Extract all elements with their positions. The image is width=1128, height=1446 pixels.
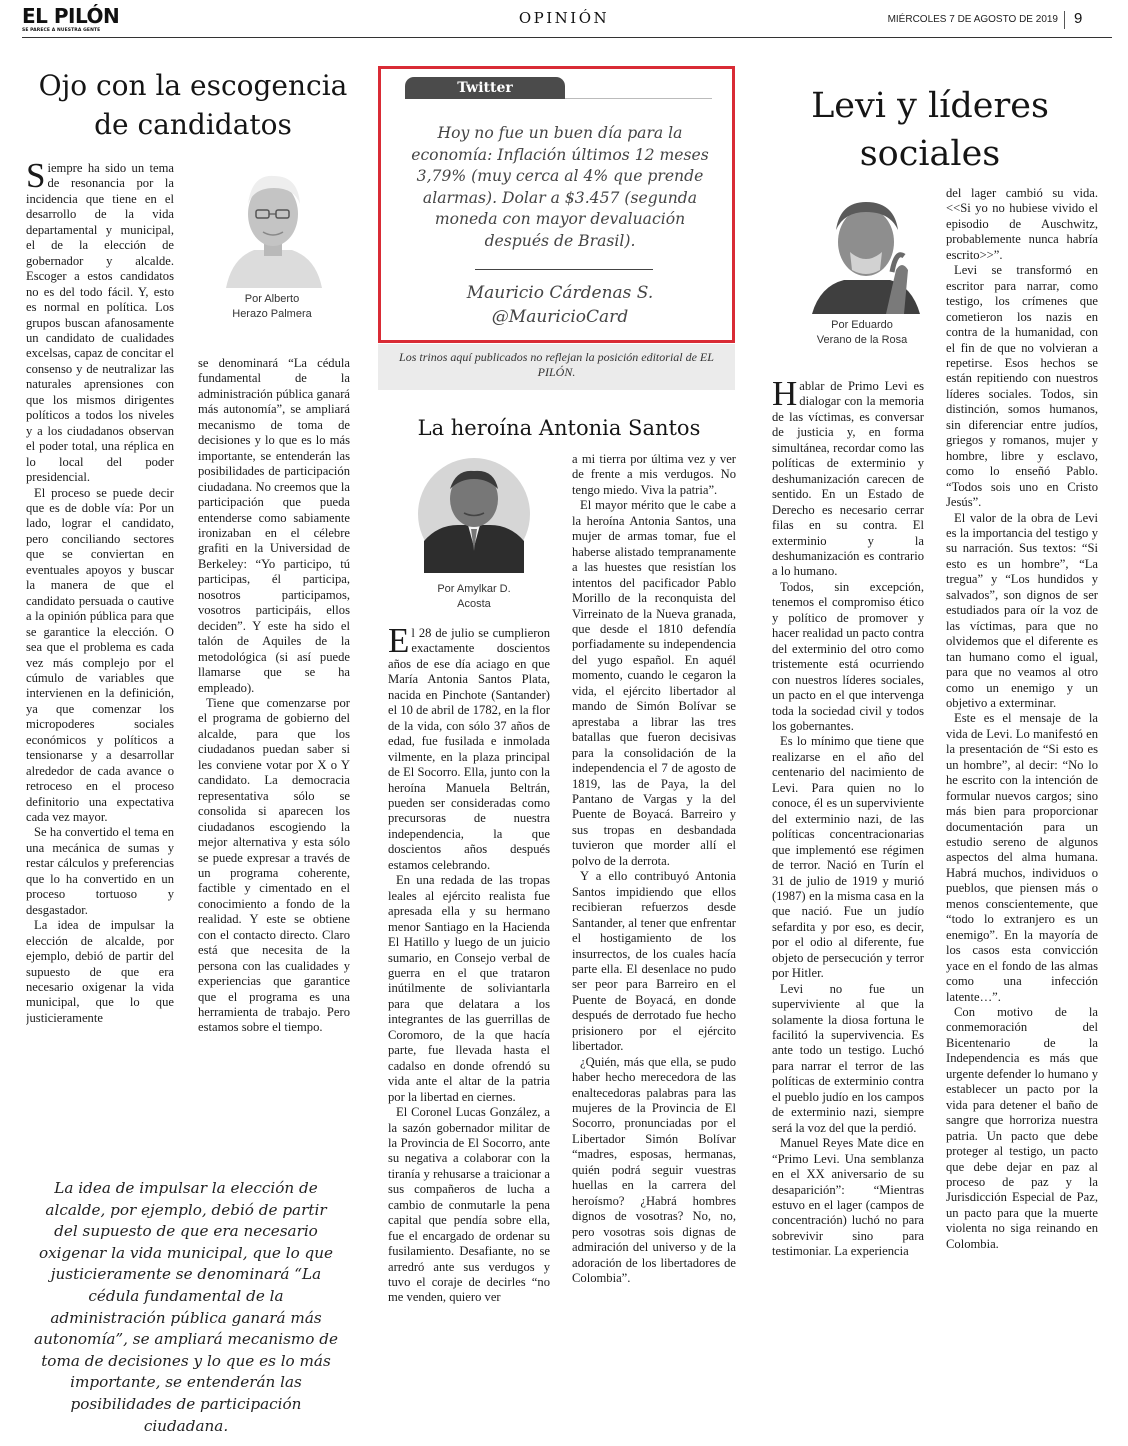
tweet-text: Hoy no fue un buen día para la economía: Inflación últimos 12 meses 3,79% (muy cerca al 4% que prende alarmas). Dolar a $3.457 (segunda moneda con mayor devaluación después de Brasil).	[411, 124, 709, 250]
article-column	[572, 452, 736, 1416]
article-column	[198, 356, 350, 1164]
article-paragraph: El Coronel Lucas González, a la sazón gobernador militar de la Provincia de El Socorro, ante su negativa a colaborar con la tiranía y rehusarse a traicionar a sus compañeros de lucha a cambio de conmutarle la pena capital que pendía sobre ella, fue el encargado de ordenar su fusilamiento. Desafiante, no se arredró ante sus verdugos y tuvo el coraje de decirles “no me venden, quiero ver	[388, 1105, 550, 1305]
drop-cap: H	[772, 379, 798, 413]
twitter-box	[378, 66, 735, 343]
twitter-disclaimer	[378, 344, 735, 390]
paragraph-text: ablar de Primo Levi es dialogar con la memoria de las víctimas, es conversar de justicia y, en forma simultánea, recordar como las políticas de exterminio y deshumanización carecen de sentido. En un Estado de Derecho es necesario cerrar filas en su contra. El exterminio y la deshumanización es contrario a lo humano.	[772, 379, 924, 579]
issue-date: MIÉRCOLES 7 DE AGOSTO DE 2019	[887, 14, 1058, 25]
page-number: 9	[1074, 10, 1083, 27]
article-paragraph: En una redada de las tropas leales al ejército realista fue apresada ella y su hermano menor Santiago en la Hacienda El Hatillo y luego de un juicio sumario, en Consejo verbal de guerra en el que trataron inútilmente de soliviantarla para que delatara a los integrantes de las guerrillas de Coromoro, de la que hacía parte, fue llevada hasta el cadalso en donde ofrendó su vida ante el altar de la patria por la libertad en ciernes.	[388, 873, 550, 1104]
article-paragraph: Se ha convertido el tema en una mecánica de sumas y restar cálculos y preferencias que lo ha convertido en un proceso tortuoso y desgastador.	[26, 825, 174, 917]
article-paragraph: El valor de la obra de Levi es la importancia del testigo y su narración. Sus textos: “Si esto es un hombre”, “La tregua” y “Los hundidos y salvados”, son dignos de ser estudiados para oír la voz de las víctimas, para que no olvidemos que el diferente es tan humano como el igual, para que no veamos al otro como un enemigo y un objetivo a exterminar.	[946, 510, 1098, 710]
article-column	[946, 186, 1098, 1408]
byline-line: Herazo Palmera	[232, 308, 312, 320]
paragraph-text: iempre ha sido un tema de resonancia por la incidencia que tiene en el desarrollo de la vida departamental y municipal, el de la elección de gobernador y alcalde. Escoger a estos candidatos no es del todo fácil. Y, esto es normal en política. Los grupos buscan afanosamente un candidato de cualidades excelsas, capaz de concitar el consenso y de neutralizar las naturales aprensiones con que los mismos dirigentes políticos a todos los niveles y a los ciudadanos observan el poder total, una réplica en lo local del poder presidencial.	[26, 161, 174, 485]
article-paragraph: La idea de impulsar la elección de alcalde, por ejemplo, debió de partir del supuesto de que era necesario oxigenar la vida municipal, que lo que justicieramente	[26, 918, 174, 1025]
tweet-divider	[475, 269, 653, 270]
author-photo	[804, 190, 928, 314]
disclaimer-text: Los trinos aquí publicados no reflejan la posición editorial de EL PILÓN.	[399, 350, 714, 379]
article-paragraph	[26, 161, 174, 486]
header-rule	[22, 37, 1112, 38]
article-paragraph: ¿Quién, más que ella, se pudo haber hecho merecedora de las enaltecedoras palabras para las mujeres de la Provincia de El Socorro, pronunciadas por el Libertador Simón Bolívar “madres, esposas, hermanas, quién podrá seguir vuestras huellas en la carrera del heroísmo? ¿Habrá hombres dignos de vosotras? No, no, pero vosotras sois dignas de admiración del universo y de la adoración de los libertadores de Colombia”.	[572, 1054, 736, 1286]
pull-quote: La idea de impulsar la elección de alcalde, por ejemplo, debió de partir del supuesto de que era necesario oxigenar la vida municipal, que lo que justicieramente se denominará “La cédula fundamental de la administración pública ganará más autonomía”, se ampliará mecanismo de toma de decisiones y lo que es lo más importante, se entenderán las posibilidades de participación ciudadana.	[34, 1179, 338, 1435]
article-paragraph	[388, 626, 550, 873]
article-paragraph: Todos, sin excepción, tenemos el compromiso ético y político de promover y hacer realidad un pacto contra del exterminio del otro como tristemente está ocurriendo con nuestros líderes sociales, un pacto en el que intervenga toda la sociedad civil y todos los gobernantes.	[772, 579, 924, 733]
masthead	[0, 0, 1128, 38]
twitter-tab	[405, 77, 712, 99]
article-paragraph: Manuel Reyes Mate dice en “Primo Levi. Una semblanza en el XX aniversario de su desaparición”: “Mientras estuvo en el lager (campos de concentración) luchó no para sobrevivir sino para testimoniar. La experiencia	[772, 1136, 924, 1259]
logo-tagline: SE PARECE A NUESTRA GENTE	[22, 28, 101, 33]
byline-line: Verano de la Rosa	[816, 334, 908, 346]
logo-name: EL PILÓN	[22, 4, 120, 28]
article-paragraph: a mi tierra por última vez y ver de frente a mis verdugos. No tengo miedo. Viva la patria”.	[572, 452, 736, 497]
headline-line: Ojo con la escogencia	[38, 69, 348, 102]
headline-line: sociales	[859, 134, 1001, 174]
tweet-author-name: Mauricio Cárdenas S.	[466, 283, 654, 303]
article-paragraph: Y a ello contribuyó Antonia Santos impidiendo que ellos recibieran refuerzos desde Santander, al tener que enfrentar el hostigamiento de los insurrectos, de los cuales hacía parte ella. El desenlace no pudo ser peor para Barreiro en el Puente de Boyacá, en donde después de derrotado fue hecho prisionero por el ejército libertador.	[572, 869, 736, 1054]
article-paragraph: del lager cambió su vida. <<Si yo no hubiese vivido el episodio de Auschwitz, probablemente nunca habría escrito>>”.	[946, 186, 1098, 262]
twitter-label: Twitter	[457, 80, 513, 96]
byline-line: Acosta	[457, 598, 491, 610]
article-headline: La heroína Antonia Santos	[417, 416, 701, 440]
author-photo	[218, 160, 328, 288]
article-column	[388, 626, 550, 1416]
headline-line: Levi y líderes	[811, 86, 1049, 126]
article-column	[772, 379, 924, 1419]
tweet-author-handle[interactable]: @MauricioCard	[491, 307, 629, 327]
author-byline	[804, 318, 920, 348]
drop-cap: E	[388, 626, 410, 660]
article-paragraph	[772, 379, 924, 580]
author-portrait-icon	[804, 190, 928, 314]
article-headline	[762, 82, 1098, 178]
author-portrait-icon	[418, 455, 530, 573]
article-paragraph: Levi se transformó en escritor para narrar, como testigo, los crímenes que cometieron los nazis en contra de la humanidad, con el fin de que no volvieran a repetirse. Esos hechos se están repitiendo con nuestros líderes sociales. Todos, sin distinción, somos humanos, sin diferenciar entre judíos, griegos y romanos, mujer y hombre, libre y esclavo, como lo enseñó Pablo. “Todos sois uno en Cristo Jesús”.	[946, 263, 1098, 510]
article-paragraph: Es lo mínimo que tiene que realizarse en el año del centenario del nacimiento de Levi. Para quien no lo conoce, él es un superviviente del exterminio nazi, de las políticas concentracionarias que implementó ese régimen de terror. Nació en Turín el 31 de julio de 1919 y murió (1987) en la misma casa en la que nació. Fue un judío sefardita y por eso, es decir, por el odio al diferente, fue objeto de persecución y terror por Hitler.	[772, 734, 924, 981]
author-byline	[424, 582, 524, 612]
article-paragraph: Tiene que comenzarse por el programa de gobierno del alcalde, para que los ciudadanos puedan saber si les conviene votar por X o Y candidato. La democracia representativa sólo se consolida si aparecen los ciudadanos escogiendo la mejor alternativa y esta sólo se puede expresar a través de un programa coherente, factible y cimentado en el conocimiento a fondo de la realidad. Y este se obtiene con el contacto directo. Claro está que necesita de la persona con las cualidades y experiencias que garantice que el programa es una herramienta de trabajo. Pero estamos sobre el tiempo.	[198, 695, 350, 1035]
article-paragraph: Levi no fue un superviviente al que la solamente la diosa fortuna le facilitó la supervivencia. Es ante todo un testigo. Luchó para narrar el terror de las políticas de exterminio contra el pueblo judío en los campos de exterminio nazi, siempre será la voz del que la perdió.	[772, 981, 924, 1135]
drop-cap: S	[26, 161, 46, 195]
author-byline	[222, 292, 322, 322]
byline-line: Por Eduardo	[831, 319, 893, 331]
section-title: OPINIÓN	[518, 9, 610, 27]
headline-line: de candidatos	[94, 108, 292, 141]
byline-line: Por Alberto	[244, 293, 300, 305]
article-paragraph: Este es el mensaje de la vida de Levi. Lo manifestó en la presentación de “Si esto es un hombre”, al decir: “No lo he escrito con la intención de formular nuevos cargos; sino más bien para proporcionar documentación para un estudio sereno de algunos aspectos del alma humana. Habrá muchos, individuos o pueblos, que piensen más o menos conscientemente, que “todo lo extranjero es un enemigo”. En la mayoría de los casos esta convicción yace en el fondo de las almas como una infección latente…”.	[946, 711, 1098, 1004]
header-divider	[1064, 11, 1065, 29]
article-paragraph: se denominará “La cédula fundamental de la administración pública ganará más autonomía”, se ampliará mecanismo de toma de decisiones y lo que es lo más importante, se entenderán las posibilidades de participación ciudadana. No creemos que la participación que pueda entenderse como sabiamente ironizaban en el célebre grafiti en la Universidad de Berkeley: “Yo participo, tú participas, él participa, nosotros participamos, vosotros participáis, ellos deciden”. Y este ha sido el talón de Aquiles de la metodológica (si así puede llamarse que se ha empleado).	[198, 356, 350, 695]
article-paragraph: Con motivo de la conmemoración del Bicentenario de la Independencia es más que urgente defender lo humano y establecer un pacto por la vida para detener el baño de sangre que horroriza nuestra patria. Un pacto que debe proteger al testigo, un pacto que debe dejar en paz al proceso de paz y la Jurisdicción Especial de Paz, un pacto para que la muerte violenta no siga reinando en Colombia.	[946, 1005, 1098, 1251]
author-photo	[418, 455, 530, 573]
article-paragraph: El mayor mérito que le cabe a la heroína Antonia Santos, una mujer de armas tomar, fue el haberse alistado tempranamente a las huestes que resistían los intentos del pacificador Pablo Morillo de la reconquista del Virreinato de la Nueva granada, que desde el 1810 defendía porfiadamente su independencia del yugo español. En aquél momento, cuando le cegaron la vida, el ejército libertador al mando de Simón Bolívar se aprestaba a librar las tres batallas que fueron decisivas para la consolidación de la independencia el 7 de agosto de 1819, las de Paya, la del Pantano de Vargas y la del Puente de Boyacá. Barreiro y sus tropas en desbandada tuvieron que morder allí el polvo de la derrota.	[572, 498, 736, 868]
article-column	[26, 161, 174, 1163]
author-portrait-icon	[218, 160, 328, 288]
byline-line: Por Amylkar D.	[437, 583, 511, 595]
tweet-author	[407, 281, 713, 329]
paragraph-text: l 28 de julio se cumplieron exactamente doscientos años de ese día aciago en que María Antonia Santos Plata, nacida en Pinchote (Santander) el 10 de abril de 1782, en la flor de la vida, con sólo 37 años de edad, fue fusilada e inmolada vilmente, en la plaza principal de El Socorro. Ella, junto con la heroína Manuela Beltrán, pueden ser consideradas como precursoras de nuestra independencia, la que doscientos años después estamos celebrando.	[388, 626, 550, 872]
article-paragraph: El proceso se puede decir que es de doble vía: Por un lado, lograr el candidato, pero conciliando sectores que se conviertan en eventuales apoyos y buscar la manera de que el candidato persuada o cautive a la opinión pública para que se garantice la elección. O sea que el problema es cada vez más complejo por el cúmulo de variables que intervienen en la definición, ya que comenzar los micropoderes sociales económicos y políticos a tensionarse y a desarrollar alrededor de cada avance o retroceso en el proceso definitorio una expectativa cada vez mayor.	[26, 485, 174, 825]
article-headline	[22, 66, 364, 144]
